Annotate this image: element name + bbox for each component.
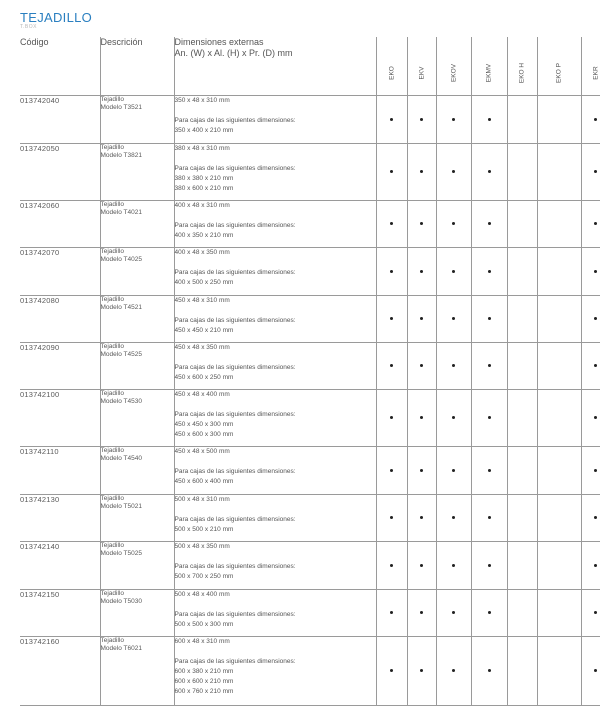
compatible-dot-icon: [594, 669, 597, 672]
compat-cell: [581, 342, 600, 389]
compat-cell: [407, 295, 436, 342]
header-model-ekmv: [471, 37, 507, 95]
compatible-dot-icon: [420, 516, 423, 519]
product-description: [100, 389, 174, 446]
compatible-dot-icon: [452, 270, 455, 273]
compat-cell: [581, 494, 600, 541]
compat-cell: [507, 247, 537, 295]
compatible-dot-icon: [390, 516, 393, 519]
compatible-dot-icon: [594, 270, 597, 273]
compat-cell: [376, 589, 407, 636]
compatible-dot-icon: [420, 222, 423, 225]
external-dimension: 500 x 48 x 400 mm: [174, 590, 230, 598]
compat-cell: [537, 247, 581, 295]
compatible-dot-icon: [452, 469, 455, 472]
header-model-eko: [376, 37, 407, 95]
compatible-dot-icon: [390, 611, 393, 614]
product-dimensions: [174, 589, 376, 636]
compat-cell: [376, 143, 407, 200]
description-model: Modelo T4530: [100, 398, 142, 405]
compatible-dot-icon: [594, 416, 597, 419]
compat-cell: [436, 200, 471, 247]
compat-cell: [376, 446, 407, 494]
compatible-dot-icon: [594, 516, 597, 519]
compat-cell: [471, 95, 507, 143]
compatible-dot-icon: [390, 669, 393, 672]
compat-cell: [436, 446, 471, 494]
table-row: [20, 295, 600, 342]
product-code: 013742070: [20, 247, 100, 295]
table-row: [20, 342, 600, 389]
external-dimension: 400 x 48 x 350 mm: [174, 248, 230, 256]
product-dimensions: [174, 636, 376, 705]
compatible-dot-icon: [452, 118, 455, 121]
external-dimension: 500 x 48 x 350 mm: [174, 542, 230, 550]
compat-cell: [507, 636, 537, 705]
header-model-label: EKO P: [555, 63, 563, 83]
fit-dimension: 600 x 380 x 210 mm: [174, 667, 234, 675]
product-description: [100, 636, 174, 705]
product-code: 013742040: [20, 95, 100, 143]
compat-cell: [507, 95, 537, 143]
compatible-dot-icon: [488, 416, 491, 419]
compat-cell: [581, 636, 600, 705]
compatible-dot-icon: [488, 669, 491, 672]
compatible-dot-icon: [594, 469, 597, 472]
table-row: [20, 494, 600, 541]
description-line: Tejadillo: [100, 200, 124, 208]
compatible-dot-icon: [488, 317, 491, 320]
product-code: 013742130: [20, 494, 100, 541]
fit-dimension: 600 x 600 x 210 mm: [174, 677, 234, 685]
description-model: Modelo T4521: [100, 304, 142, 311]
fits-label: Para cajas de las siguientes dimensiones:: [174, 116, 296, 124]
product-dimensions: [174, 247, 376, 295]
compat-cell: [507, 494, 537, 541]
fits-label: Para cajas de las siguientes dimensiones:: [174, 268, 296, 276]
compatible-dot-icon: [452, 416, 455, 419]
compatible-dot-icon: [594, 564, 597, 567]
compat-cell: [537, 589, 581, 636]
product-description: [100, 143, 174, 200]
compat-cell: [581, 446, 600, 494]
compat-cell: [537, 446, 581, 494]
compatible-dot-icon: [452, 611, 455, 614]
fit-dimension: 500 x 700 x 250 mm: [174, 572, 234, 580]
compat-cell: [436, 636, 471, 705]
compatible-dot-icon: [452, 564, 455, 567]
table-row: [20, 200, 600, 247]
product-code: 013742160: [20, 636, 100, 705]
header-model-label: EKO: [388, 66, 395, 80]
compat-cell: [436, 541, 471, 589]
product-description: [100, 295, 174, 342]
page-subtitle: T.BOX: [20, 24, 37, 30]
page-title: TEJADILLO: [20, 10, 93, 25]
compatible-dot-icon: [420, 317, 423, 320]
product-code: 013742090: [20, 342, 100, 389]
compat-cell: [537, 295, 581, 342]
compat-cell: [507, 200, 537, 247]
header-model-eko-h: [507, 37, 537, 95]
table-row: [20, 589, 600, 636]
compat-cell: [436, 589, 471, 636]
compat-cell: [507, 446, 537, 494]
table-row: [20, 247, 600, 295]
compat-cell: [436, 342, 471, 389]
table-row: [20, 446, 600, 494]
compat-cell: [537, 541, 581, 589]
compatible-dot-icon: [488, 516, 491, 519]
fits-label: Para cajas de las siguientes dimensiones:: [174, 363, 296, 371]
fits-label: Para cajas de las siguientes dimensiones:: [174, 562, 296, 570]
compatible-dot-icon: [452, 317, 455, 320]
fit-dimension: 350 x 400 x 210 mm: [174, 126, 234, 134]
product-dimensions: [174, 541, 376, 589]
product-dimensions: [174, 95, 376, 143]
product-description: [100, 589, 174, 636]
description-line: Tejadillo: [100, 446, 124, 454]
product-description: [100, 541, 174, 589]
compatible-dot-icon: [420, 118, 423, 121]
compat-cell: [436, 143, 471, 200]
compat-cell: [581, 143, 600, 200]
product-code: 013742080: [20, 295, 100, 342]
compat-cell: [471, 143, 507, 200]
fit-dimension: 450 x 600 x 400 mm: [174, 477, 234, 485]
compat-cell: [471, 589, 507, 636]
table-row: [20, 541, 600, 589]
compatible-dot-icon: [390, 416, 393, 419]
description-model: Modelo T5025: [100, 550, 142, 557]
product-code: 013742140: [20, 541, 100, 589]
header-model-eko-p: [537, 37, 581, 95]
description-model: Modelo T4540: [100, 455, 142, 462]
fits-label: Para cajas de las siguientes dimensiones:: [174, 515, 296, 523]
header-model-label: EKR: [592, 66, 600, 80]
compat-cell: [407, 494, 436, 541]
compatible-dot-icon: [390, 364, 393, 367]
header-model-label: EKV: [418, 66, 425, 80]
description-model: Modelo T6021: [100, 645, 142, 652]
compatible-dot-icon: [488, 611, 491, 614]
compatible-dot-icon: [420, 416, 423, 419]
description-model: Modelo T3521: [100, 104, 142, 111]
compatible-dot-icon: [390, 317, 393, 320]
compat-cell: [537, 95, 581, 143]
fit-dimension: 450 x 600 x 250 mm: [174, 373, 234, 381]
compat-cell: [471, 200, 507, 247]
header-code: Código: [20, 37, 100, 95]
compatible-dot-icon: [390, 118, 393, 121]
header-dimensions-line1: Dimensiones externas: [174, 37, 264, 47]
compat-cell: [537, 342, 581, 389]
header-model-label: EKO H: [518, 62, 526, 84]
compat-cell: [376, 389, 407, 446]
external-dimension: 380 x 48 x 310 mm: [174, 144, 230, 152]
compat-cell: [581, 95, 600, 143]
compatible-dot-icon: [488, 222, 491, 225]
product-description: [100, 95, 174, 143]
table-row: [20, 143, 600, 200]
description-line: Tejadillo: [100, 589, 124, 597]
compat-cell: [581, 541, 600, 589]
description-line: Tejadillo: [100, 143, 124, 151]
description-line: Tejadillo: [100, 541, 124, 549]
compat-cell: [471, 389, 507, 446]
fits-label: Para cajas de las siguientes dimensiones:: [174, 221, 296, 229]
product-dimensions: [174, 494, 376, 541]
compat-cell: [507, 541, 537, 589]
table-row: [20, 636, 600, 705]
product-dimensions: [174, 342, 376, 389]
compat-cell: [537, 636, 581, 705]
external-dimension: 500 x 48 x 310 mm: [174, 495, 230, 503]
description-model: Modelo T4025: [100, 256, 142, 263]
compat-cell: [471, 342, 507, 389]
product-description: [100, 342, 174, 389]
compatible-dot-icon: [420, 669, 423, 672]
compat-cell: [471, 541, 507, 589]
compat-cell: [537, 389, 581, 446]
compat-cell: [507, 342, 537, 389]
product-dimensions: [174, 446, 376, 494]
compat-cell: [537, 143, 581, 200]
description-model: Modelo T3821: [100, 152, 142, 159]
compat-cell: [436, 494, 471, 541]
product-code: 013742050: [20, 143, 100, 200]
product-description: [100, 247, 174, 295]
compatible-dot-icon: [390, 222, 393, 225]
compatible-dot-icon: [488, 364, 491, 367]
compat-cell: [537, 200, 581, 247]
header-model-label: EKMV: [485, 63, 493, 83]
compat-cell: [376, 295, 407, 342]
compatible-dot-icon: [488, 270, 491, 273]
compat-cell: [436, 295, 471, 342]
compatible-dot-icon: [594, 317, 597, 320]
fits-label: Para cajas de las siguientes dimensiones:: [174, 316, 296, 324]
compatible-dot-icon: [420, 364, 423, 367]
compat-cell: [436, 389, 471, 446]
spec-table: [20, 37, 600, 706]
fit-dimension: 450 x 450 x 210 mm: [174, 326, 234, 334]
compatible-dot-icon: [488, 469, 491, 472]
external-dimension: 450 x 48 x 400 mm: [174, 390, 230, 398]
fits-label: Para cajas de las siguientes dimensiones:: [174, 164, 296, 172]
compat-cell: [507, 295, 537, 342]
compatible-dot-icon: [488, 170, 491, 173]
fits-label: Para cajas de las siguientes dimensiones:: [174, 657, 296, 665]
compatible-dot-icon: [452, 364, 455, 367]
description-line: Tejadillo: [100, 95, 124, 103]
compat-cell: [407, 389, 436, 446]
compat-cell: [407, 446, 436, 494]
compatible-dot-icon: [452, 222, 455, 225]
compatible-dot-icon: [452, 170, 455, 173]
description-line: Tejadillo: [100, 342, 124, 350]
product-dimensions: [174, 200, 376, 247]
compat-cell: [376, 541, 407, 589]
compatible-dot-icon: [390, 564, 393, 567]
compatible-dot-icon: [420, 611, 423, 614]
description-model: Modelo T5021: [100, 503, 142, 510]
compat-cell: [581, 389, 600, 446]
header-model-label: EKOV: [450, 63, 457, 83]
compatible-dot-icon: [594, 364, 597, 367]
compatible-dot-icon: [390, 170, 393, 173]
compat-cell: [507, 589, 537, 636]
external-dimension: 450 x 48 x 500 mm: [174, 447, 230, 455]
compat-cell: [507, 143, 537, 200]
compat-cell: [376, 247, 407, 295]
compat-cell: [376, 636, 407, 705]
compatible-dot-icon: [452, 669, 455, 672]
description-model: Modelo T4525: [100, 351, 142, 358]
compat-cell: [407, 541, 436, 589]
fit-dimension: 380 x 380 x 210 mm: [174, 174, 234, 182]
compat-cell: [436, 95, 471, 143]
compat-cell: [407, 200, 436, 247]
compat-cell: [407, 636, 436, 705]
compat-cell: [407, 247, 436, 295]
compatible-dot-icon: [390, 270, 393, 273]
header-description: Descrición: [100, 37, 174, 95]
fit-dimension: 380 x 600 x 210 mm: [174, 184, 234, 192]
description-line: Tejadillo: [100, 636, 124, 644]
description-model: Modelo T4021: [100, 209, 142, 216]
fit-dimension: 400 x 350 x 210 mm: [174, 231, 234, 239]
fit-dimension: 450 x 600 x 300 mm: [174, 430, 234, 438]
compatible-dot-icon: [452, 516, 455, 519]
external-dimension: 400 x 48 x 310 mm: [174, 201, 230, 209]
compatible-dot-icon: [420, 170, 423, 173]
product-code: 013742060: [20, 200, 100, 247]
compat-cell: [507, 389, 537, 446]
fit-dimension: 600 x 760 x 210 mm: [174, 687, 234, 695]
compat-cell: [471, 494, 507, 541]
compat-cell: [376, 95, 407, 143]
compatible-dot-icon: [594, 170, 597, 173]
compat-cell: [471, 446, 507, 494]
header-dimensions: [174, 37, 376, 95]
product-code: 013742110: [20, 446, 100, 494]
compat-cell: [471, 295, 507, 342]
compatible-dot-icon: [420, 270, 423, 273]
compat-cell: [436, 247, 471, 295]
compat-cell: [407, 143, 436, 200]
product-dimensions: [174, 295, 376, 342]
header-row: [20, 37, 600, 95]
compatible-dot-icon: [420, 469, 423, 472]
description-model: Modelo T5030: [100, 598, 142, 605]
table-row: [20, 389, 600, 446]
compatible-dot-icon: [594, 222, 597, 225]
compatible-dot-icon: [594, 118, 597, 121]
table-row: [20, 95, 600, 143]
compat-cell: [376, 200, 407, 247]
compat-cell: [537, 494, 581, 541]
product-description: [100, 446, 174, 494]
product-description: [100, 494, 174, 541]
fit-dimension: 500 x 500 x 210 mm: [174, 525, 234, 533]
description-line: Tejadillo: [100, 389, 124, 397]
description-line: Tejadillo: [100, 247, 124, 255]
compatible-dot-icon: [488, 118, 491, 121]
external-dimension: 450 x 48 x 310 mm: [174, 296, 230, 304]
fits-label: Para cajas de las siguientes dimensiones:: [174, 467, 296, 475]
fits-label: Para cajas de las siguientes dimensiones:: [174, 610, 296, 618]
compat-cell: [581, 589, 600, 636]
product-description: [100, 200, 174, 247]
header-model-ekov: [436, 37, 471, 95]
compat-cell: [407, 342, 436, 389]
header-model-ekr: [581, 37, 600, 95]
external-dimension: 350 x 48 x 310 mm: [174, 96, 230, 104]
compatible-dot-icon: [594, 611, 597, 614]
compatible-dot-icon: [488, 564, 491, 567]
product-dimensions: [174, 143, 376, 200]
fit-dimension: 500 x 500 x 300 mm: [174, 620, 234, 628]
description-line: Tejadillo: [100, 295, 124, 303]
compat-cell: [581, 247, 600, 295]
header-model-ekv: [407, 37, 436, 95]
product-dimensions: [174, 389, 376, 446]
compat-cell: [471, 247, 507, 295]
product-code: 013742100: [20, 389, 100, 446]
header-dimensions-line2: An. (W) x Al. (H) x Pr. (D) mm: [174, 48, 293, 58]
product-code: 013742150: [20, 589, 100, 636]
compat-cell: [376, 494, 407, 541]
compatible-dot-icon: [420, 564, 423, 567]
compat-cell: [407, 95, 436, 143]
description-line: Tejadillo: [100, 494, 124, 502]
compat-cell: [376, 342, 407, 389]
fit-dimension: 450 x 450 x 300 mm: [174, 420, 234, 428]
compatible-dot-icon: [390, 469, 393, 472]
fit-dimension: 400 x 500 x 250 mm: [174, 278, 234, 286]
external-dimension: 600 x 48 x 310 mm: [174, 637, 230, 645]
compat-cell: [471, 636, 507, 705]
compat-cell: [581, 200, 600, 247]
external-dimension: 450 x 48 x 350 mm: [174, 343, 230, 351]
fits-label: Para cajas de las siguientes dimensiones:: [174, 410, 296, 418]
compat-cell: [581, 295, 600, 342]
compat-cell: [407, 589, 436, 636]
